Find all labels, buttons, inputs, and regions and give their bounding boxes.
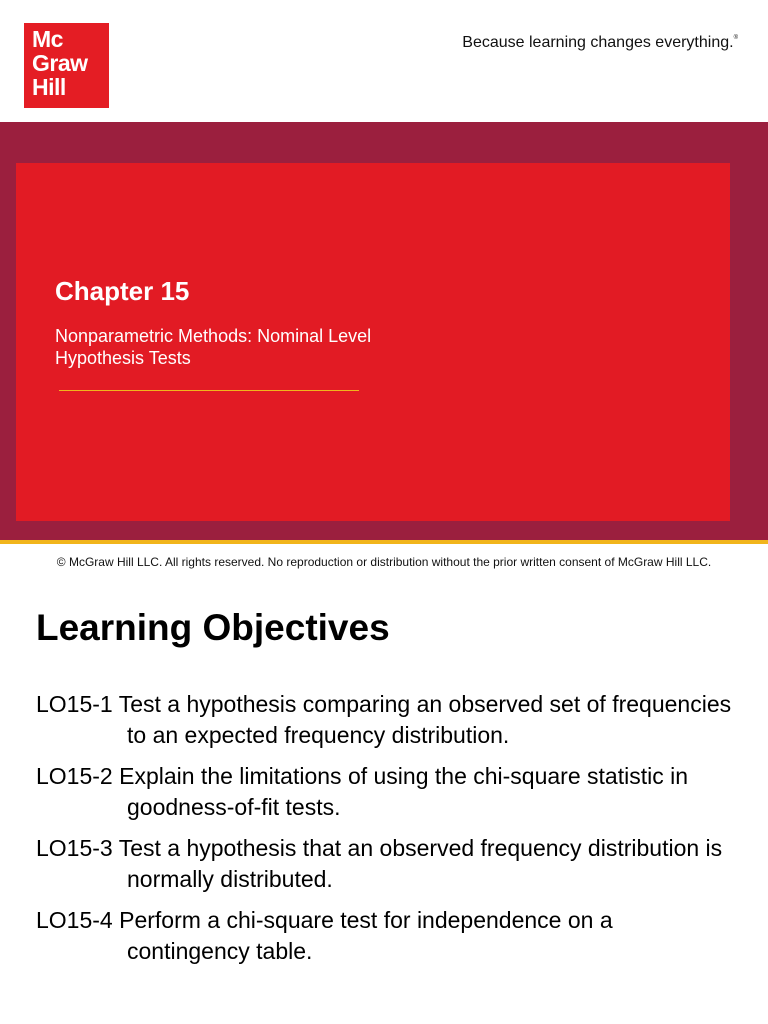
- page-header: [0, 0, 768, 122]
- logo-line: Graw: [32, 50, 88, 76]
- objective-item: [36, 833, 736, 895]
- logo-line: Mc: [32, 26, 63, 52]
- objective-item: [36, 761, 736, 823]
- logo-line: Hill: [32, 74, 66, 100]
- objective-item: [36, 905, 736, 967]
- objective-text: Test a hypothesis that an observed frequency distribution is normally distributed.: [118, 835, 723, 892]
- chapter-subtitle: Nonparametric Methods: Nominal Level Hypothesis Tests: [55, 326, 372, 368]
- registered-mark: ®: [733, 35, 738, 41]
- chapter-title: Chapter 15: [55, 276, 190, 306]
- objective-text: Explain the limitations of using the chi-square statistic in goodness-of-fit tests.: [119, 763, 688, 820]
- tagline: Because learning changes everything.®: [462, 34, 738, 51]
- objective-code: LO15-2: [36, 763, 113, 789]
- divider-line: [59, 390, 359, 391]
- objectives-title: Learning Objectives: [36, 607, 390, 648]
- mcgraw-hill-logo: [24, 23, 109, 108]
- objective-code: LO15-4: [36, 907, 113, 933]
- gold-stripe: [0, 540, 768, 544]
- objective-code: LO15-1: [36, 691, 113, 717]
- objectives-list: [36, 689, 736, 977]
- objective-code: LO15-3: [36, 835, 113, 861]
- objective-text: Perform a chi-square test for independence on a contingency table.: [119, 907, 613, 964]
- objective-item: [36, 689, 736, 751]
- copyright-notice: © McGraw Hill LLC. All rights reserved. No reproduction or distribution without the prior written consent of McGraw Hill LLC.: [56, 555, 712, 569]
- objective-text: Test a hypothesis comparing an observed set of frequencies to an expected frequency distribution.: [118, 691, 732, 748]
